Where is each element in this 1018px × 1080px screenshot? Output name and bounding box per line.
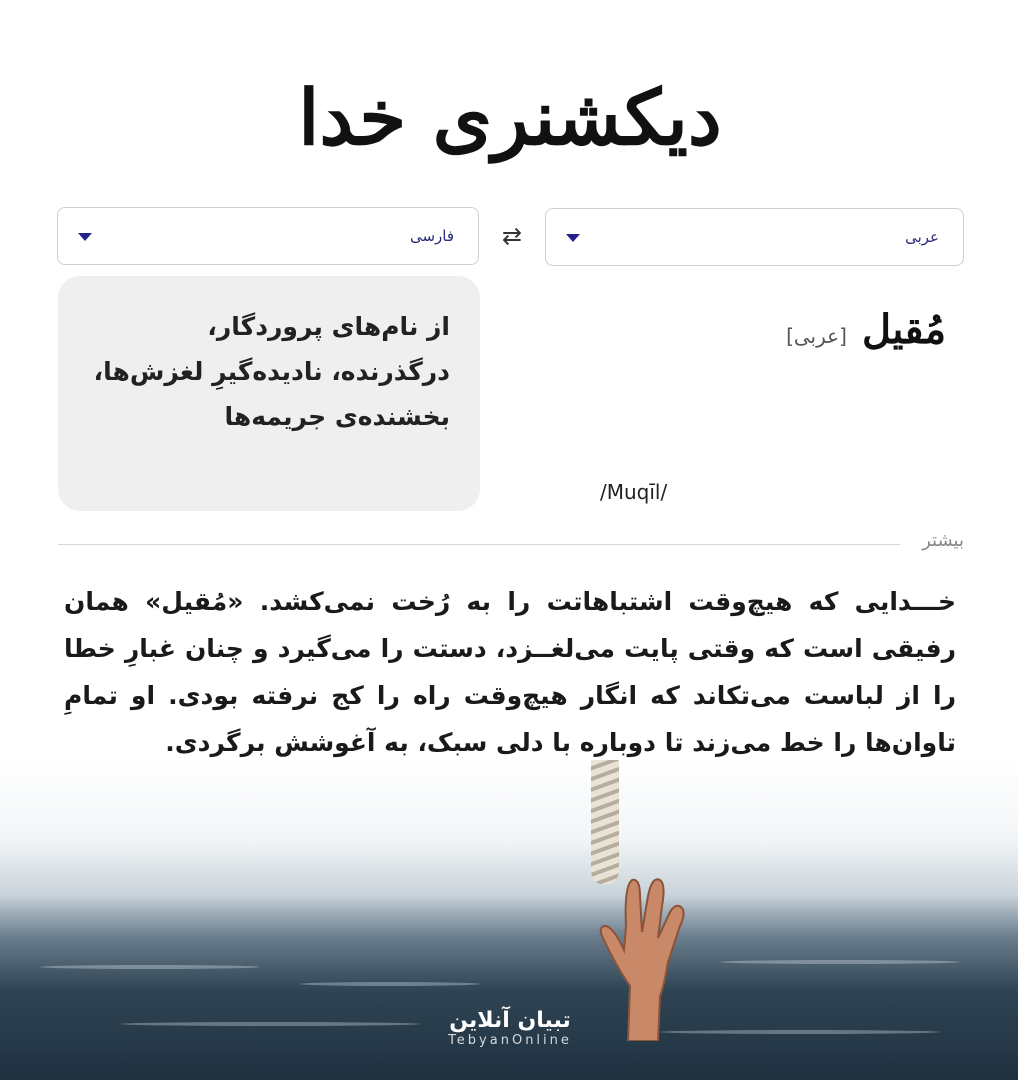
wave	[660, 1030, 940, 1034]
headword	[786, 306, 946, 353]
source-language-select[interactable]	[545, 208, 964, 266]
wave	[40, 965, 260, 969]
brand-name: تبیان آنلاین	[449, 1008, 571, 1033]
definition-text: از نام‌های پروردگار، درگذرنده، نادیده‌گیرِ لغزش‌ها، بخشنده‌ی جریمه‌ها	[93, 312, 450, 431]
language-tag: [عربی]	[786, 324, 847, 348]
dictionary-logo	[280, 55, 740, 180]
more-link[interactable]: بیشتر	[922, 530, 964, 551]
wave	[120, 1022, 420, 1026]
divider	[58, 544, 900, 545]
description-paragraph: خـــدایی که هیچ‌وقت اشتباهاتت را به رُخت نمی‌کشد. «مُقیل» همان رفیقی است که وقتی پایت می‌لغــزد، دستت را می‌گیرد و چنان غبارِ خطا را از لباست می‌تکاند که انگار هیچ‌وقت راه را کج نرفته بودی. او تمامِ تاوان‌ها را خط می‌زند تا دوباره با دلی سبک، به آغوشش برگردی.	[64, 587, 956, 757]
headword-text: مُقیل	[861, 306, 946, 353]
logo-text: دیکشنری خدا	[298, 73, 722, 162]
target-language-select[interactable]	[57, 207, 479, 265]
wave	[300, 982, 480, 986]
definition-box	[58, 276, 480, 511]
sea-scene-image	[0, 760, 1018, 1080]
transliteration: /Muqīl/	[600, 480, 668, 504]
brand-latin: TebyanOnline	[448, 1033, 572, 1048]
wave	[720, 960, 960, 964]
chevron-down-icon	[566, 234, 580, 242]
reaching-hand-icon	[598, 866, 698, 1041]
brand-watermark	[430, 1008, 590, 1048]
chevron-down-icon	[78, 233, 92, 241]
swap-arrows-icon[interactable]: ⇄	[501, 222, 523, 250]
target-language-value: فارسی	[409, 227, 454, 245]
source-language-value: عربی	[905, 228, 939, 246]
